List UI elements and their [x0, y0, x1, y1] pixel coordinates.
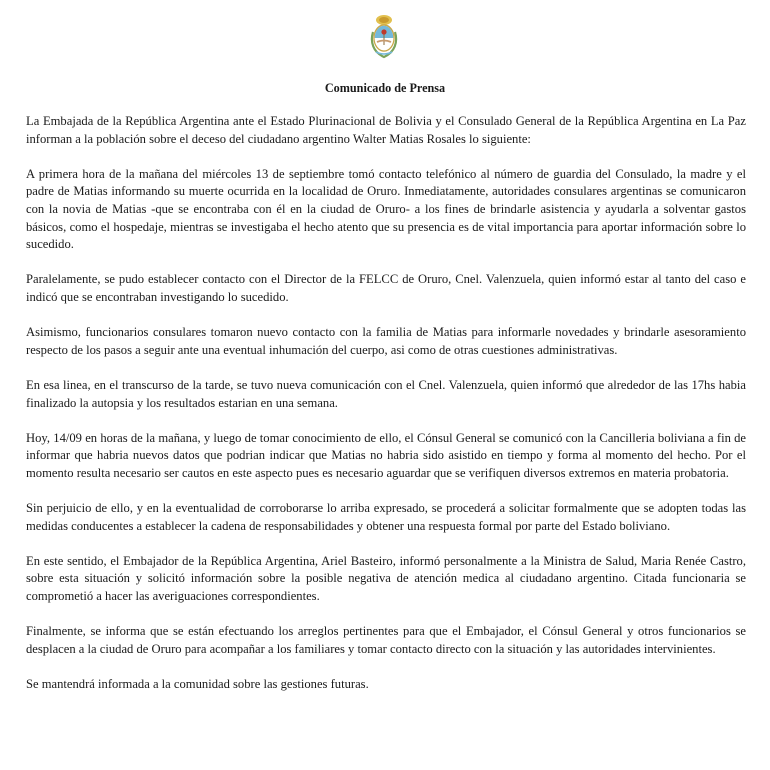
paragraph-cancilleria: Hoy, 14/09 en horas de la mañana, y luego de tomar conocimiento de ello, el Cónsul General se comunicó con la Cancilleria boliviana a fin de informar que habria nuevos datos que podrian indicar que Matias no habria sido asistido en tiempo y forma al momento del hecho. Por el momento resulta necesario ser cautos en este aspecto pues es necesario aguardar que se verifiquen diversos extremos en materia probatoria. — [26, 430, 746, 480]
paragraph-formal-request: Sin perjuicio de ello, y en la eventualidad de corroborarse lo arriba expresado, se procederá a solicitar formalmente que se adopten todas las medidas conducentes a establecer la cadena de responsabilidades y obtener una respuesta formal por parte del Estado boliviano. — [26, 501, 746, 533]
paragraph-autopsy: En esa linea, en el transcurso de la tarde, se tuvo nueva comunicación con el Cnel. Valenzuela, quien informó que alrededor de las 17hs habia finalizado la autopsia y los resultados estarian en una semana. — [26, 377, 746, 410]
paragraph-family-contact: Asimismo, funcionarios consulares tomaron nuevo contacto con la familia de Matias para informarle novedades y brindarle asesoramiento respecto de los pasos a seguir ante una eventual inhumación del cuerpo, asi como de otras cuestiones administrativas. — [26, 325, 746, 357]
document-body — [26, 113, 746, 711]
argentina-coat-of-arms-icon — [367, 12, 401, 60]
paragraph-first-contact: A primera hora de la mañana del miércoles 13 de septiembre tomó contacto telefónico al número de guardia del Consulado, la madre y el padre de Matias informando su muerte ocurrida en la localidad de Oruro. Inmediatamente, autoridades consulares argentinas se comunicaron con la novia de Matias -que se encontraba con él en la ciudad de Oruro- a los fines de brindarle asistencia y ayudarla a solventar gastos básicos, como el hospedaje, mientras se investigaba el hecho atento que su presencia es de vital importancia para aportar información sobre lo sucedido. — [26, 166, 746, 252]
paragraph-ambassador: En este sentido, el Embajador de la República Argentina, Ariel Basteiro, informó personalmente a la Ministra de Salud, Maria Renée Castro, sobre esta situación y solicitó información sobre la posible negativa de atención medica al ciudadano argentino. Citada funcionaria se comprometió a hacer las averiguaciones correspondientes. — [26, 553, 746, 604]
document-title: Comunicado de Prensa — [324, 81, 446, 95]
paragraph-felcc-contact: Paralelamente, se pudo establecer contacto con el Director de la FELCC de Oruro, Cnel. Valenzuela, quien informó estar al tanto del caso e indicó que se encontraban investigando lo sucedido. — [26, 272, 746, 304]
paragraph-travel: Finalmente, se informa que se están efectuando los arreglos pertinentes para que el Embajador, el Cónsul General y otros funcionarios se desplacen a la ciudad de Oruro para acompañar a los familiares y tomar contacto directo con la situación y las autoridades intervinientes. — [26, 624, 746, 656]
paragraph-intro: La Embajada de la República Argentina ante el Estado Plurinacional de Bolivia y el Consulado General de la República Argentina en La Paz informan a la población sobre el deceso del ciudadano argentino Walter Matias Rosales lo siguiente: — [26, 114, 746, 146]
paragraph-closing: Se mantendrá informada a la comunidad sobre las gestiones futuras. — [26, 677, 369, 691]
